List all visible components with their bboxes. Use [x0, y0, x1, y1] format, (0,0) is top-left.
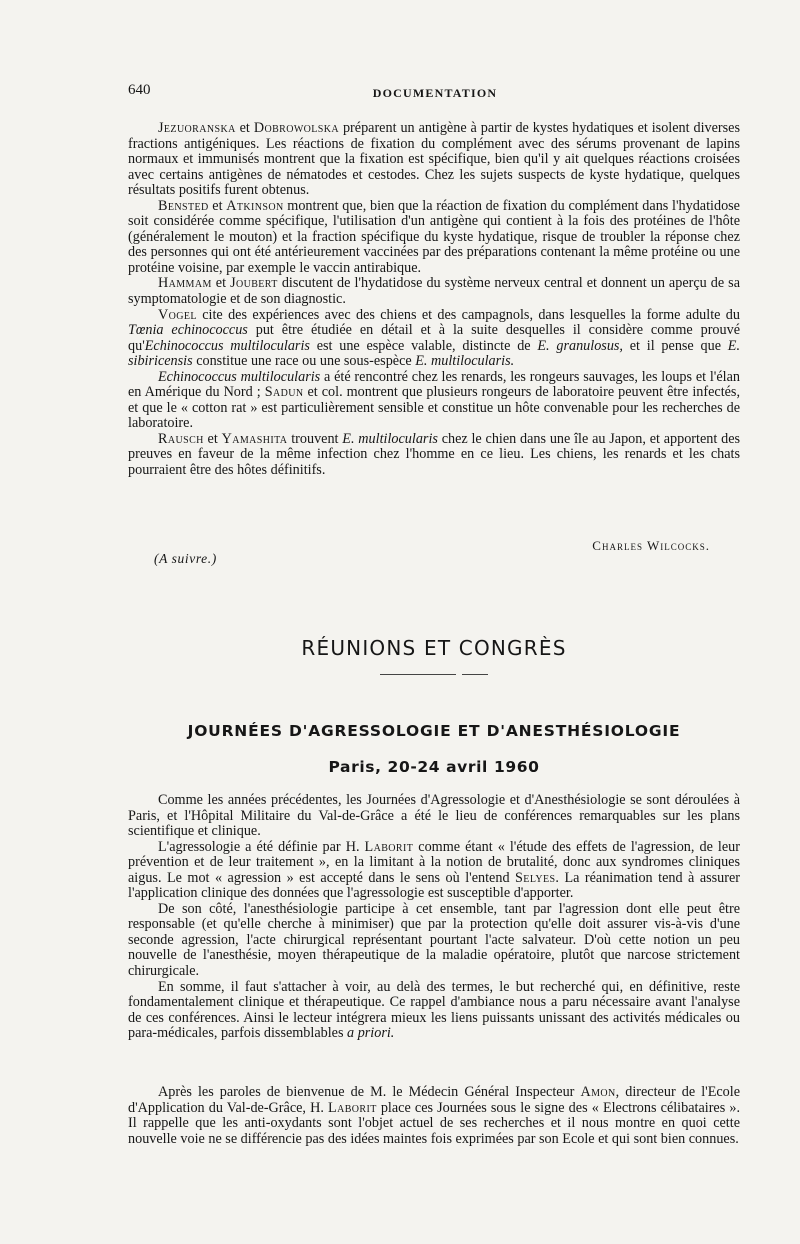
author-name: Laborit	[328, 1099, 377, 1116]
event-body-continued	[128, 1085, 740, 1147]
paragraph-echinococcus: Echinococcus multilocularis a été rencontré chez les renards, les rongeurs sauvages, les loups et l'élan en Amérique du Nord ; Sadun et col. montrent que plusieurs rongeurs de laboratoire peuvent être infectés, et que le « cotton rat » est particulièrement sensible et constitue un hôte convenable pour les recherches de laboratoire.	[128, 368, 741, 432]
event-subtitle: Paris, 20-24 avril 1960	[328, 758, 540, 776]
signature-row	[128, 538, 740, 572]
author-name: Dobrowolska	[253, 120, 340, 136]
author-name: Hammam	[158, 275, 212, 292]
author-signature: Charles Wilcocks.	[592, 538, 710, 553]
author-name: Sadun	[264, 384, 304, 401]
paragraph-vogel: Vogel cite des expériences avec des chiens et des campagnols, dans lesquelles la forme adulte du Tœnia echinococcus put être étudiée en détail et à la suite desquelles il considère comme prouvé qu'Echinococcus multilocularis est une espèce valable, distincte de E. granulosus, et il pense que E. sibiricensis constitue une race ou une sous-espèce E. multilocularis.	[128, 306, 740, 370]
body-paragraph: De son côté, l'anesthésiologie participe à cet ensemble, tant par l'agression dont elle peut être responsable (et qu'elle cherche à minimiser) que par la protection qu'elle doit assurer vis-à-vis d'une seconde agression, l'acte chirurgical représentant pourtant l'acte salvateur. D'où cette notion un peu nouvelle de l'anesthésie, moyen thérapeutique de la maladie opératoire, plutôt que narcose strictement chirurgicale.	[128, 900, 740, 980]
paragraph-rausch: Rausch et Yamashita trouvent E. multilocularis chez le chien dans une île au Japon, et apportent des preuves en faveur de la même infection chez l'homme en ce lieu. Les chiens, les renards et les chats pourraient être des hôtes définitifs.	[128, 430, 741, 479]
author-name: Atkinson	[226, 197, 284, 214]
author-name: Joubert	[230, 275, 278, 292]
author-name: Selyes	[515, 869, 556, 886]
page-header	[128, 82, 742, 106]
event-body	[128, 793, 740, 1042]
documentation-section	[128, 121, 740, 479]
body-paragraph: Après les paroles de bienvenue de M. le Médecin Général Inspecteur Amon, directeur de l'Ecole d'Application du Val-de-Grâce, H. Laborit place ces Journées sous le signe des « Electrons célibataires ». Il rappelle que les anti-oxydants sont l'objet actuel de ses recherches et il nous montre en quoi cette nouvelle voie ne se différencie pas des idées maintes fois exprimées par son Ecole et qui sont bien connues.	[128, 1084, 740, 1147]
author-name: Yamashita	[221, 430, 288, 447]
section-title: RÉUNIONS ET CONGRÈS	[301, 636, 567, 660]
author-name: Rausch	[158, 430, 204, 447]
author-name: Jezuoranska	[158, 120, 236, 136]
body-paragraph: Comme les années précédentes, les Journées d'Agressologie et d'Anesthésiologie se sont déroulées à Paris, et l'Hôpital Militaire du Val-de-Grâce a été le lieu de conférences remarquables sur les plans scientifique et clinique.	[128, 792, 740, 840]
body-paragraph: L'agressologie a été définie par H. Laborit comme étant « l'étude des effets de l'agression, de leur prévention et de leur traitement », en la limitant à la notion de brutalité, donc aux syndromes cliniques aigus. Le mot « agression » est accepté dans le sens où l'entend Selyes. La réanimation tend à assurer l'application clinique des données que l'agressologie est susceptible d'apporter.	[128, 838, 740, 902]
author-name: Vogel	[158, 306, 197, 323]
paragraph-jezuoranska: Jezuoranska et Dobrowolska préparent un antigène à partir de kystes hydatiques et isolent diverses fractions antigéniques. Les réactions de fixation du complément avec des sérums provenant de lapins normaux et immunisés montrent que la fixation est spécifique, bien qu'il y ait quelques réactions croisées avec certains antigènes de nématodes et cestodes. Chez les sujets suspects de kyste hydatique, quelques résultats positifs furent obtenus.	[128, 120, 740, 199]
body-paragraph: En somme, il faut s'attacher à voir, au delà des termes, le but recherché qui, en définitive, reste fondamentalement clinique et thérapeutique. Ce rappel d'ambiance nous a paru nécessaire avant l'analyse de ces conférences. Ainsi le lecteur intégrera mieux les liens puissants unissant des activités médicales ou para-médicales, parfois dissemblables a priori.	[128, 978, 740, 1042]
author-name: Laborit	[364, 838, 414, 855]
event-title: JOURNÉES D'AGRESSOLOGIE ET D'ANESTHÉSIOLOGIE	[187, 722, 681, 740]
page-number: 640	[128, 82, 151, 98]
author-name: Amon	[580, 1084, 616, 1100]
section-divider	[380, 674, 456, 675]
author-name: Bensted	[158, 197, 209, 214]
section-divider	[462, 674, 488, 675]
to-be-continued-note: (A suivre.)	[154, 551, 217, 566]
paragraph-bensted: Bensted et Atkinson montrent que, bien que la réaction de fixation du complément dans l'hydatidose soit considérée comme spécifique, l'utilisation d'un antigène qui contient à la fois des protéines de l'hôte (généralement le mouton) et la fraction spécifique du kyste hydatique, risque de troubler la réponse chez des personnes qui ont été antérieurement vaccinées par des préparations contenant la même protéine ou une protéine voisine, par exemple le vaccin antirabique.	[128, 197, 740, 276]
running-head: DOCUMENTATION	[372, 86, 498, 100]
paragraph-hammam: Hammam et Joubert discutent de l'hydatidose du système nerveux central et donnent un aperçu de sa symptomatologie et de son diagnostic.	[128, 275, 740, 308]
